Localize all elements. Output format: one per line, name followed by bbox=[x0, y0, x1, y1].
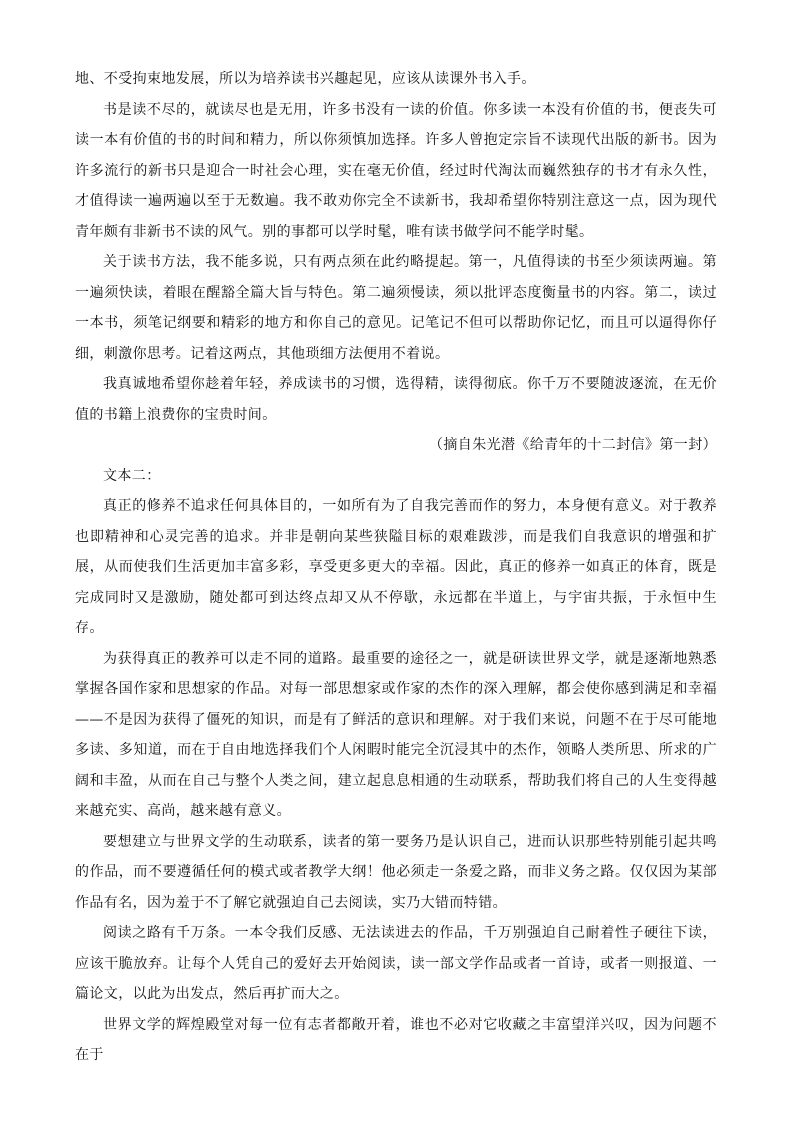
paragraph-know-yourself: 要想建立与世界文学的生动联系，读者的第一要务乃是认识自己，进而认识那些特别能引起共鸣的作品，而不要遵循任何的模式或者教学大纲！他必须走一条爱之路，而非义务之路。仅仅因为某部作品有名，因为羞于不了解它就强迫自己去阅读，实乃大错而特错。 bbox=[75, 833, 717, 911]
paragraph-world-literature: 为获得真正的教养可以走不同的道路。最重要的途径之一，就是研读世界文学，就是逐渐地熟悉掌握各国作家和思想家的作品。对每一部思想家或作家的杰作的深入理解，都会使你感到满足和幸福——不是因为获得了僵死的知识，而是有了鲜活的意识和理解。对于我们来说，问题不在于尽可能地多读、多知道，而在于自由地选择我们个人闲暇时能完全沉浸其中的杰作，领略人类所思、所求的广阔和丰盈，从而在自己与整个人类之间，建立起息息相通的生动联系，帮助我们将自己的人生变得越来越充实、高尚，越来越有意义。 bbox=[75, 650, 717, 819]
document-body bbox=[75, 64, 717, 1071]
paragraph-true-cultivation: 真正的修养不追求任何具体目的，一如所有为了自我完善而作的努力，本身便有意义。对于教养也即精神和心灵完善的追求。并非是朝向某些狭隘目标的艰难跋涉，而是我们自我意识的增强和扩展，从而使我们生活更加丰富多彩，享受更多更大的幸福。因此，真正的修养一如真正的体育，既是完成同时又是激励，随处都可到达终点却又从不停歇，永远都在半道上，与宇宙共振，于永恒中生存。 bbox=[75, 498, 717, 636]
paragraph-book-selection: 书是读不尽的，就读尽也是无用，许多书没有一读的价值。你多读一本没有价值的书，便丧失可读一本有价值的书的时间和精力，所以你须慎加选择。许多人曾抱定宗旨不读现代出版的新书。因为许多流行的新书只是迎合一时社会心理，实在毫无价值，经过时代淘汰而巍然独存的书才有永久性，才值得读一遍两遍以至于无数遍。我不敢劝你完全不读新书，我却希望你特别注意这一点，因为现代青年颇有非新书不读的风气。别的事都可以学时髦，唯有读书做学问不能学时髦。 bbox=[75, 101, 717, 240]
paragraph-closing-wish: 我真诚地希望你趁着年轻，养成读书的习惯，选得精，读得彻底。你千万不要随波逐流，在无价值的书籍上浪费你的宝贵时间。 bbox=[75, 376, 717, 423]
source-citation: （摘自朱光潜《给青年的十二封信》第一封） bbox=[429, 437, 717, 453]
paragraph-continuation: 地、不受拘束地发展，所以为培养读书兴趣起见，应该从读课外书入手。 bbox=[75, 71, 536, 87]
section-heading-text-two: 文本二： bbox=[103, 467, 161, 484]
paragraph-reading-paths: 阅读之路有千万条。一本令我们反感、无法读进去的作品，千万别强迫自己耐着性子硬往下读，应该干脆放弃。让每个人凭自己的爱好去开始阅读，读一部文学作品或者一首诗，或者一则报道、一篇论文，以此为出发点，然后再扩而大之。 bbox=[75, 925, 717, 1002]
paragraph-literature-hall: 世界文学的辉煌殿堂对每一位有志者都敞开着，谁也不必对它收藏之丰富望洋兴叹，因为问题不在于 bbox=[75, 1016, 717, 1063]
paragraph-reading-method: 关于读书方法，我不能多说，只有两点须在此约略提起。第一，凡值得读的书至少须读两遍。第一遍须快读，着眼在醒豁全篇大旨与特色。第二遍须慢读，须以批评态度衡量书的内容。第二，读过一本书，须笔记纲要和精彩的地方和你自己的意见。记笔记不但可以帮助你记忆，而且可以逼得你仔细，刺激你思考。记着这两点，其他琐细方法便用不着说。 bbox=[75, 254, 717, 362]
